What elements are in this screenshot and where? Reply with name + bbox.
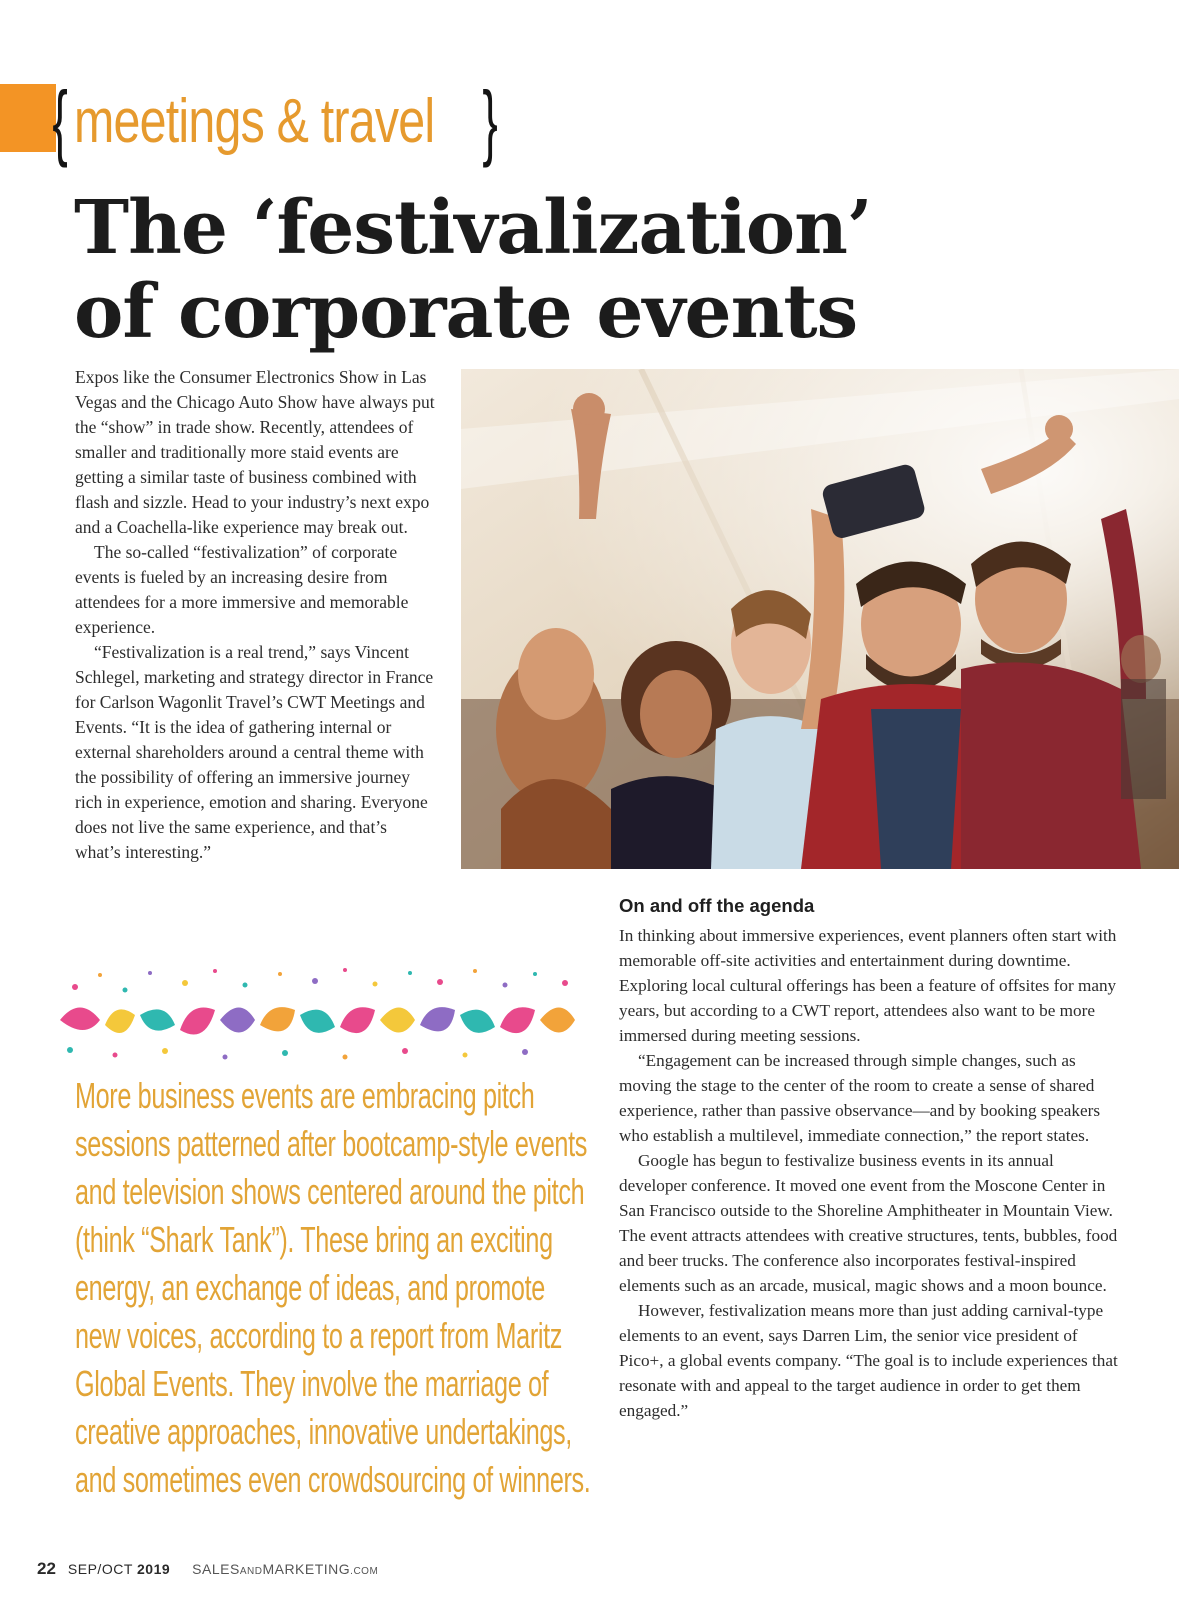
body-paragraph: Expos like the Consumer Electronics Show in Las Vegas and the Chicago Auto Show have always put the “show” in trade show. Recently, attendees of smaller and traditionally more staid events are getting a similar taste of business combined with flash and sizzle. Head to your industry’s next expo and a Coachella-like experience may break out.	[75, 367, 435, 537]
site-url	[192, 1561, 378, 1577]
page-footer	[37, 1559, 378, 1579]
site-part-and: AND	[239, 1566, 263, 1577]
body-paragraph: In thinking about immersive experiences, event planners often start with memorable off-site activities and entertainment during downtime. Exploring local cultural offerings has been a feature of offsites for many years, but according to a CWT report, attendees also want to be more immersed during meeting sessions.	[619, 926, 1117, 1045]
pull-quote-line: More business events are embracing pitch	[75, 1075, 535, 1116]
pull-quote-line: sessions patterned after bootcamp-style events	[75, 1123, 587, 1164]
pull-quote-line: energy, an exchange of ideas, and promote	[75, 1267, 545, 1308]
section-brace-close: }	[482, 74, 498, 168]
site-part-marketing: MARKETING	[262, 1561, 351, 1577]
pull-quote-line: and television shows centered around the pitch	[75, 1171, 585, 1212]
page-number: 22	[37, 1559, 56, 1578]
headline-line-2: of corporate events	[74, 269, 858, 355]
pull-quote-line: (think “Shark Tank”). These bring an exciting	[75, 1219, 553, 1260]
body-paragraph: However, festivalization means more than just adding carnival-type elements to an event, says Darren Lim, the senior vice president of Pico+, a global events company. “The goal is to include experiences that resonate with and appeal to the target audience in order to get them engaged.”	[619, 1301, 1118, 1420]
section-brace-open: {	[52, 74, 68, 168]
confetti-decoration	[55, 965, 585, 1065]
body-paragraph: The so-called “festivalization” of corporate events is fueled by an increasing desire from attendees for a more immersive and memorable experience.	[75, 542, 409, 637]
article-headline	[74, 186, 1074, 354]
pull-quote-line: Global Events. They involve the marriage of	[75, 1363, 549, 1404]
pull-quote	[75, 1072, 595, 1504]
section-label: meetings & travel	[74, 86, 435, 156]
pull-quote-line: creative approaches, innovative undertakings,	[75, 1411, 572, 1452]
festival-selfie-photo	[461, 369, 1179, 869]
issue-date	[68, 1561, 170, 1577]
site-part-com: .COM	[350, 1566, 379, 1577]
section-subhead: On and off the agenda	[619, 895, 815, 916]
photo-illustration	[461, 369, 1179, 869]
section-header	[46, 76, 504, 166]
right-column	[619, 923, 1124, 1423]
body-paragraph: Google has begun to festivalize business events in its annual developer conference. It moved one event from the Moscone Center in San Francisco outside to the Shoreline Amphitheater in Mountain View. The event attracts attendees with creative structures, tents, bubbles, food and beer trucks. The conference also incorporates festival-inspired elements such as an arcade, musical, magic shows and a moon bounce.	[619, 1151, 1118, 1295]
body-paragraph: “Festivalization is a real trend,” says Vincent Schlegel, marketing and strategy director in France for Carlson Wagonlit Travel’s CWT Meetings and Events. “It is the idea of gathering internal or external shareholders around a central theme with the possibility of offering an immersive journey rich in experience, emotion and sharing. Everyone does not live the same experience, and that’s what’s interesting.”	[75, 642, 434, 862]
pull-quote-line: new voices, according to a report from Maritz	[75, 1315, 563, 1356]
left-column	[75, 365, 435, 865]
site-part-sales: SALES	[192, 1561, 240, 1577]
issue-year: 2019	[137, 1561, 171, 1577]
issue-month: SEP/OCT	[67, 1561, 133, 1577]
body-paragraph: “Engagement can be increased through simple changes, such as moving the stage to the center of the room to create a sense of shared experience, rather than passive observance—and by booking speakers who establish a multilevel, immediate connection,” the report states.	[619, 1051, 1101, 1145]
headline-line-1: The ‘festivalization’	[74, 185, 872, 271]
pull-quote-line: and sometimes even crowdsourcing of winners.	[75, 1459, 591, 1500]
